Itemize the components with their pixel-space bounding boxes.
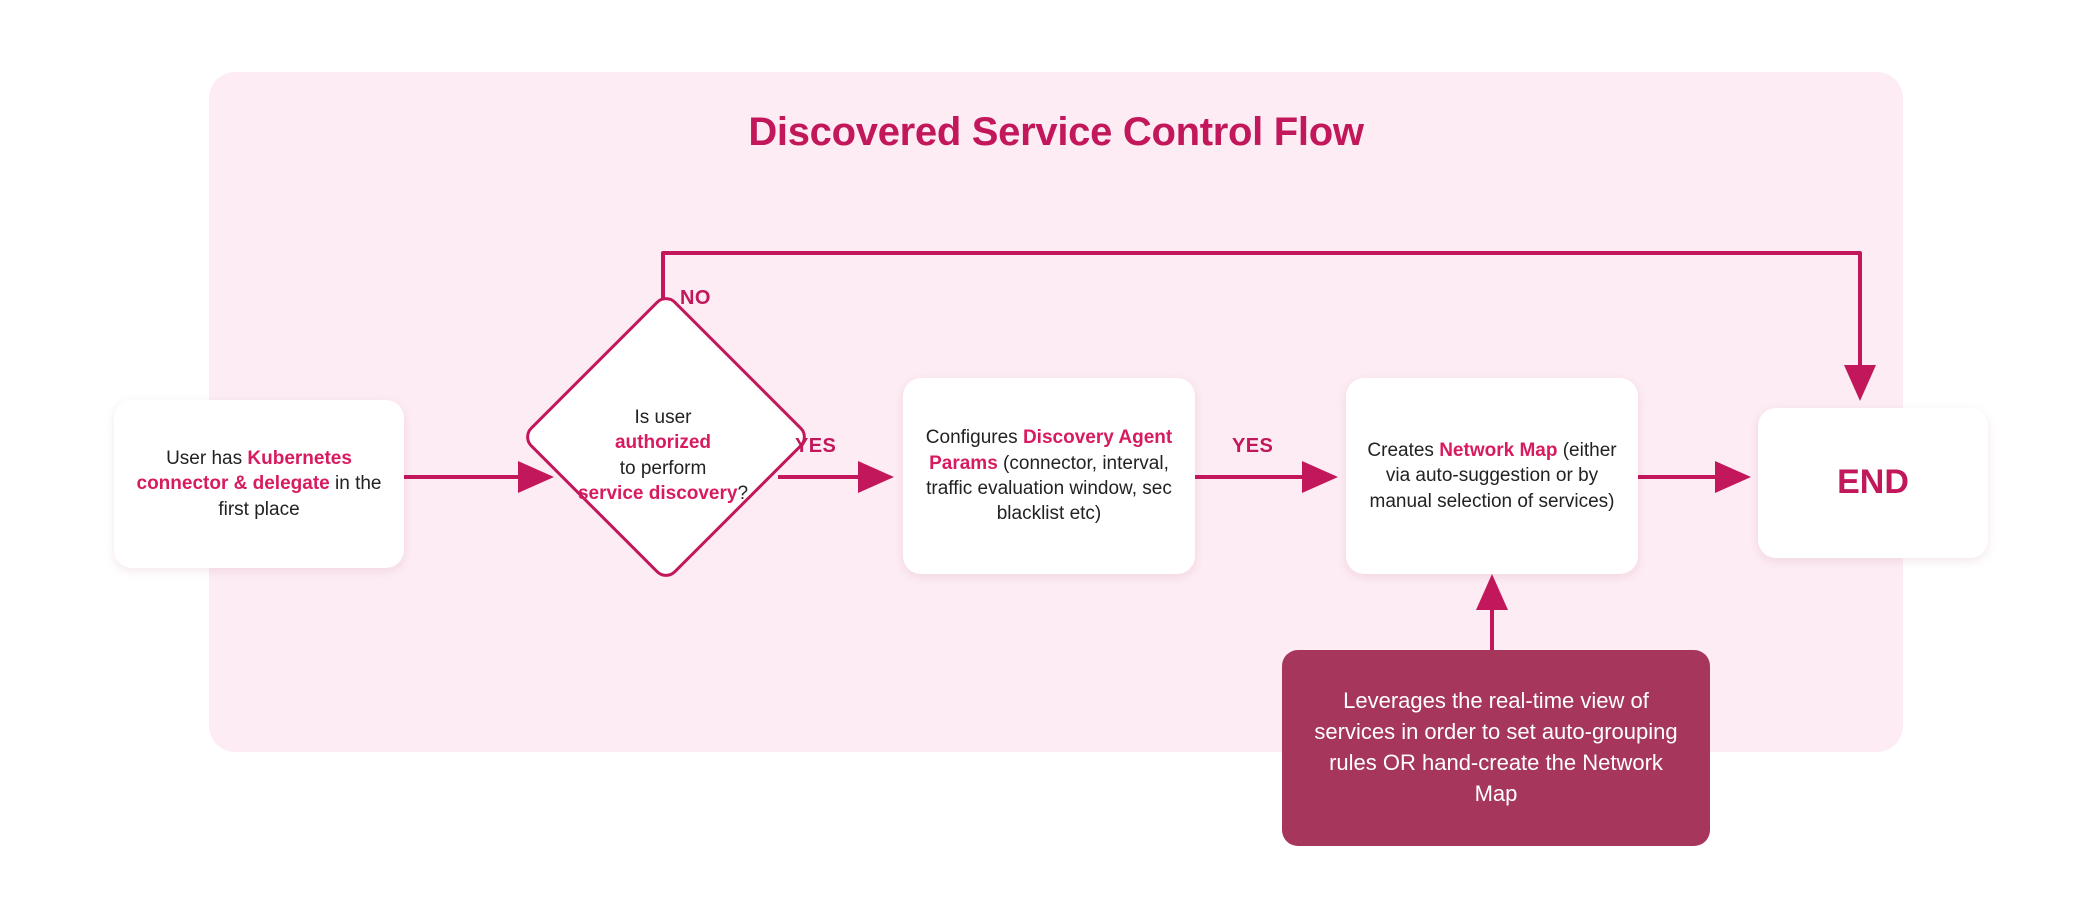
edge-label-no: NO (680, 287, 711, 309)
node-netmap-text-suffix: (either via auto-suggestion or by manual selection of services) (1369, 440, 1617, 512)
decision-line-4: service discovery (577, 482, 738, 504)
node-start-text (128, 446, 390, 522)
node-configure-discovery-agent (903, 378, 1195, 574)
edge-label-yes-config-to-netmap: YES (1232, 435, 1274, 457)
page-title: Discovered Service Control Flow (748, 110, 1364, 154)
node-netmap-text-highlight: Network Map (1439, 440, 1558, 462)
edge-label-yes-decision-to-config: YES (795, 435, 837, 457)
node-start-text-highlight: Kubernetes connector & delegate (136, 448, 352, 495)
node-end: END (1758, 408, 1988, 558)
decision-line-1: Is user (634, 407, 692, 428)
node-config-text-highlight: Discovery Agent Params (929, 427, 1173, 474)
node-note-leverages-realtime-view: Leverages the real-time view of services in order to set auto-grouping rules OR hand-create the Network Map (1282, 650, 1710, 846)
decision-line-2: authorized (614, 432, 712, 454)
node-start (114, 400, 404, 568)
node-start-text-prefix: User has (166, 448, 248, 470)
node-start-text-suffix: in the first place (218, 473, 382, 520)
node-create-network-map (1346, 378, 1638, 574)
decision-line-4-tail: ? (737, 482, 749, 504)
node-decision-text (543, 405, 783, 506)
node-config-text-prefix: Configures (925, 427, 1023, 449)
node-config-text-suffix: (connector, interval, traffic evaluation window, sec blacklist etc) (926, 452, 1172, 525)
node-netmap-text (1360, 438, 1624, 514)
decision-line-3: to perform (619, 457, 707, 479)
node-netmap-text-prefix: Creates (1367, 440, 1440, 462)
node-config-text (917, 425, 1181, 526)
